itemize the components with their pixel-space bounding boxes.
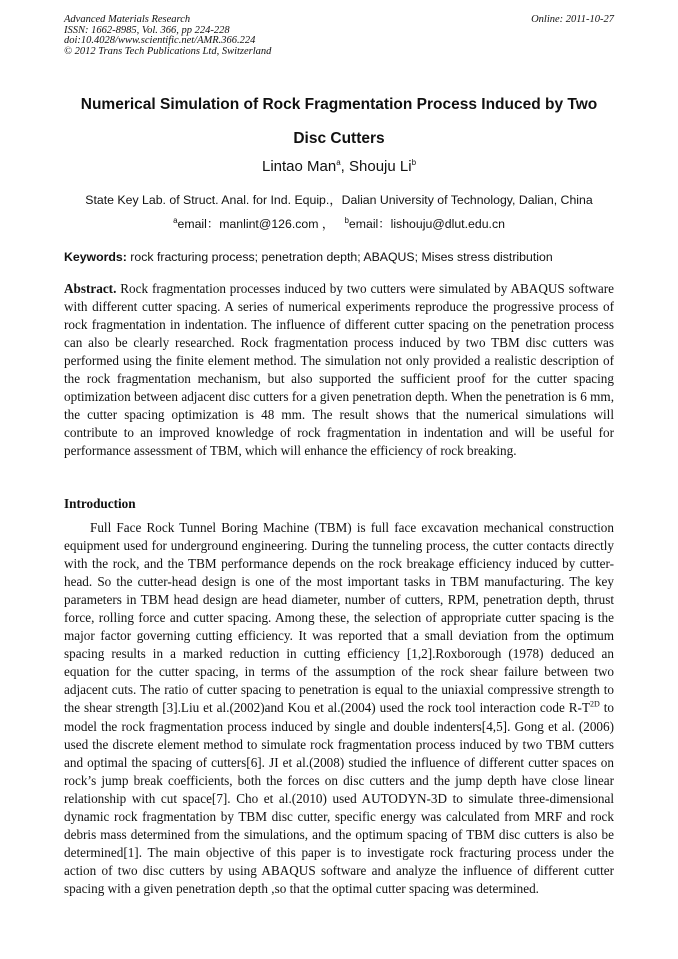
keywords-text: rock fracturing process; penetration depth; ABAQUS; Mises stress distribution bbox=[126, 250, 553, 264]
intro-sup: 2D bbox=[590, 700, 600, 710]
page-header bbox=[64, 15, 616, 57]
abstract-text: Rock fragmentation processes induced by two cutters were simulated by ABAQUS software with different cutter spacing. A series of numerical experiments reproduce the progressive process of rock fragmentation in indentation. The influence of different cutter spacing on the penetration process can also be clearly researched. Rock fragmentation process induced by two TBM disc cutters was performed using the finite element method. The simulation not only provided a realistic description of the rock fragmentation mechanism, but also supported the sufficient proof for the cutter spacing optimization between adjacent disc cutters for a given penetration depth. When the penetration is 6 mm, the cutter spacing optimization is 48 mm. The result shows that the numerical simulations will contribute to an improved knowledge of rock fragmentation in indentation and will be useful for performance assessment of TBM, which will enhance the efficiency of rock breaking. bbox=[64, 281, 614, 459]
introduction-paragraph bbox=[64, 519, 614, 898]
online-date: Online: 2011-10-27 bbox=[531, 14, 614, 25]
emails bbox=[0, 214, 678, 232]
intro-text-2: to model the rock fragmentation process induced by single and double indenters[4,5]. Gong et al. (2006) used the discrete element method to simulate rock fragmentation process induced by two TBM cutters and optimal the spacing of cutters[6]. JI et al.(2008) studied the influence of different cutter spaces on rock’s jump break coefficients, both the forces on disc cutters and the jump depth have close linear relationship with cut space[7]. Cho et al.(2010) used AUTODYN-3D to simulate three-dimensional dynamic rock fragmentation by TBM disc cutter, specific energy was calculated from MRF and rock debris mass determined from the simulations, and the optimum spacing of TBM disc cutters is also be determined[1]. The main objective of this paper is to investigate rock fracturing process under the action of two disc cutters by using ABAQUS software and analyze the influence of different cutter spacing with a given penetration depth ,so that the optimal cutter spacing was determined. bbox=[64, 700, 614, 896]
intro-text-1: Full Face Rock Tunnel Boring Machine (TBM) is full face excavation mechanical construction equipment used for underground engineering. During the tunneling process, the cutter contacts directly with the rock, and the TBM performance depends on the rock breakage efficiency induced by cutter-head. So the cutter-head design is one of the most important tasks in TBM manufacturing. The key parameters in TBM head design are head diameter, number of cutters, RPM, penetration depth, thrust force, rolling force and cutter spacing. Among these, the selection of appropriate cutter spacing is the major factor governing cutting efficiency. It was reported that a small deviation from the optimum spacing results in a marked reduction in cutting efficiency [1,2].Roxborough (1978) deduced an equation for the cutter spacing, in terms of the assumption of the rock shear failure between two adjacent cuts. The ratio of cutter spacing to penetration is equal to the uniaxial compressive strength to the shear strength [3].Liu et al.(2002)and Kou et al.(2004) used the rock tool interaction code R-T bbox=[64, 520, 614, 716]
title-line-2: Disc Cutters bbox=[293, 130, 385, 147]
keywords-label: Keywords: bbox=[64, 250, 127, 264]
email-2-sup: b bbox=[344, 215, 349, 225]
paper-title bbox=[40, 88, 638, 156]
doi-line: doi:10.4028/www.scientific.net/AMR.366.224 bbox=[64, 35, 256, 46]
title-line-1: Numerical Simulation of Rock Fragmentation Process Induced by Two bbox=[80, 96, 598, 113]
abstract bbox=[64, 280, 614, 460]
author-separator: , bbox=[340, 158, 349, 175]
journal-name: Advanced Materials Research bbox=[64, 14, 191, 25]
author-2-sup: b bbox=[411, 158, 417, 167]
email-1: email：manlint@126.com ， bbox=[177, 217, 335, 231]
email-1-sup: a bbox=[173, 215, 178, 225]
email-2: email：lishouju@dlut.edu.cn bbox=[348, 217, 505, 231]
issn-line: ISSN: 1662-8985, Vol. 366, pp 224-228 bbox=[64, 24, 230, 36]
author-1: Lintao Man bbox=[261, 158, 337, 175]
author-1-sup: a bbox=[336, 158, 341, 167]
keywords bbox=[64, 250, 624, 264]
authors bbox=[0, 158, 678, 175]
copyright-line: © 2012 Trans Tech Publications Ltd, Switzerland bbox=[64, 45, 272, 57]
affiliation: State Key Lab. of Struct. Anal. for Ind. Equip.，Dalian University of Technology, Dalian, China bbox=[85, 193, 593, 207]
abstract-label: Abstract. bbox=[64, 281, 117, 296]
author-2: Shouju Li bbox=[349, 158, 412, 175]
introduction-heading: Introduction bbox=[64, 496, 136, 511]
